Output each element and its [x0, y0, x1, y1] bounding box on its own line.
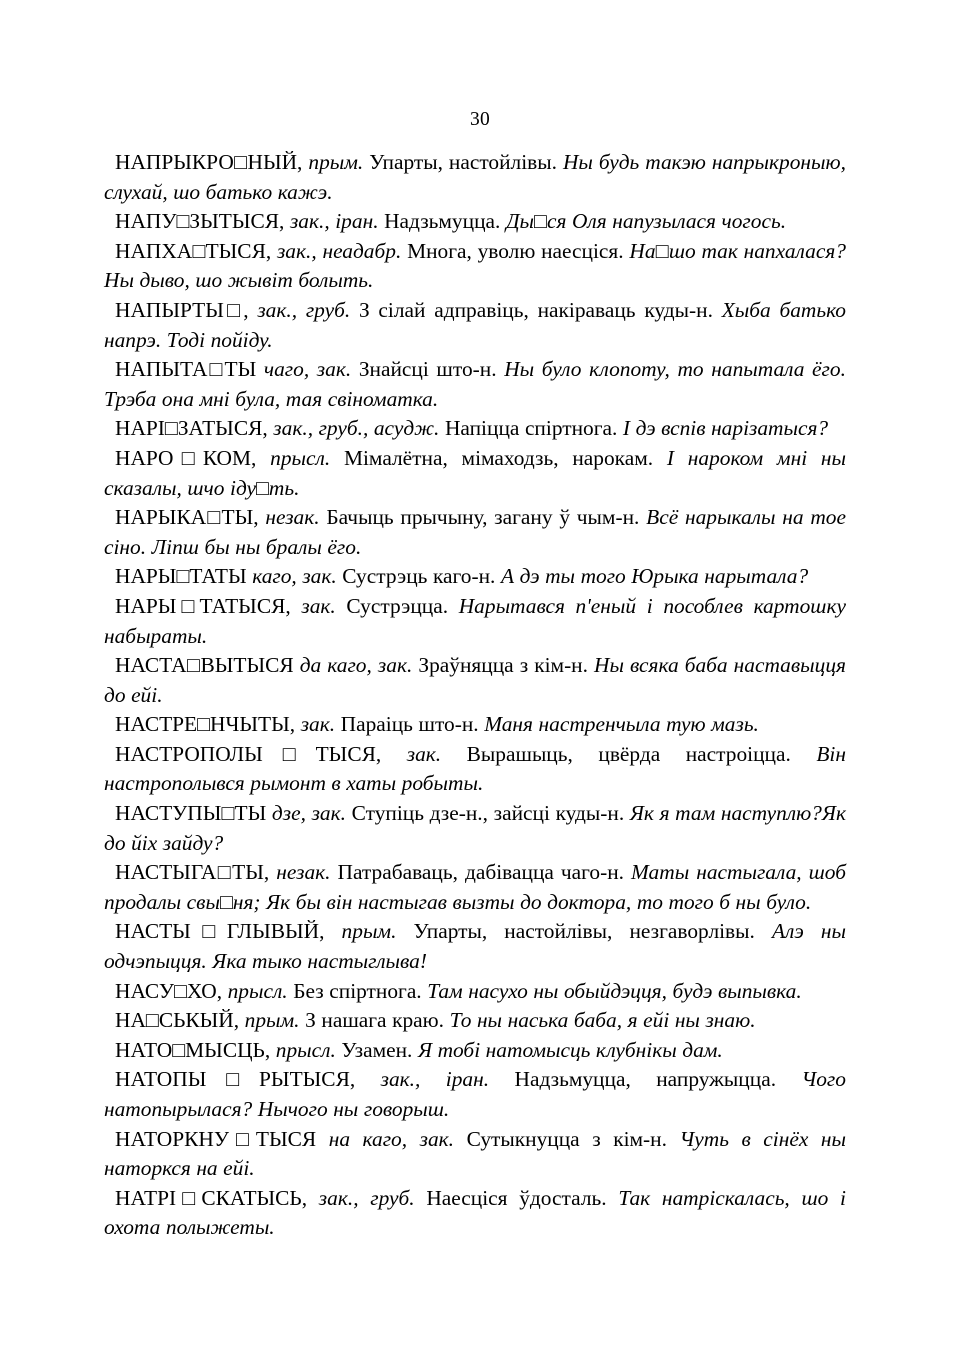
- entry-headword: НАПУ□ЗЫТЫСЯ,: [115, 209, 285, 234]
- entry-example: Ны всяка баба наставыцця до ейі.: [104, 653, 846, 707]
- entry-grammar-label: прысл.: [275, 1037, 336, 1062]
- entry-grammar-label: незак.: [276, 860, 331, 885]
- entry-headword: НАПХА□ТЫСЯ,: [115, 238, 272, 263]
- entry-headword: НАСТРЕ□НЧЫТЫ,: [115, 712, 296, 737]
- entry-grammar-label: зак., іран.: [380, 1067, 490, 1092]
- dictionary-entry: [104, 148, 846, 207]
- entry-example: Чого натопырылася? Нычого ны говорыш.: [104, 1067, 846, 1121]
- entry-definition: Надзьмуцца, напружыцца.: [514, 1067, 777, 1092]
- entry-definition: Надзьмуцца.: [384, 209, 501, 234]
- entry-definition: Напіцца спіртнога.: [444, 416, 618, 441]
- dictionary-entry: [104, 562, 846, 592]
- entry-grammar-label: зак.: [301, 593, 336, 618]
- entry-definition: Ступіць дзе-н., зайсці куды-н.: [351, 801, 625, 826]
- entry-example: І дэ вспів нарізатыся?: [622, 416, 829, 441]
- entry-headword: НАТОПЫ□РЫТЫСЯ,: [115, 1067, 356, 1092]
- entry-definition: Зраўняцца з кім-н.: [418, 653, 588, 678]
- dictionary-entry: [104, 1065, 846, 1124]
- dictionary-entry: [104, 1006, 846, 1036]
- entry-example: Я тобі натомысць клубнікы дам.: [417, 1037, 723, 1062]
- entry-example: Як я там наступлю?Як до йіх зайду?: [104, 801, 846, 855]
- entry-example: Так натріскалась, шо і охота полыжеты.: [104, 1185, 846, 1240]
- entry-example: І нароком мні ны сказалы, шчо іду□ть.: [104, 445, 846, 500]
- entry-definition: Знайсці што-н.: [358, 357, 497, 382]
- entry-grammar-label: зак.: [406, 741, 442, 766]
- dictionary-entry: [104, 296, 846, 355]
- entry-definition: Узамен.: [341, 1037, 413, 1062]
- entry-headword: НАПЫРТЫ□,: [115, 297, 249, 322]
- entry-headword: НАПРЫКРО□НЫЙ,: [115, 150, 303, 174]
- entry-definition: Упарты, настойлівы, незгаворлівы.: [413, 919, 755, 944]
- entry-example: Ны будь такэю напрыкроныю, слухай, шо батько кажэ.: [104, 150, 846, 204]
- dictionary-entry: [104, 1036, 846, 1066]
- entry-example: То ны наська баба, я ейі ны знаю.: [449, 1008, 756, 1033]
- entry-grammar-label: прым.: [341, 919, 397, 944]
- entry-headword: НА□СЬКЫЙ,: [115, 1008, 240, 1033]
- entry-headword: НАРЫ□ТАТЫСЯ,: [115, 593, 291, 618]
- entry-example: Там насухо ны обыйдэцця, будэ выпывка.: [427, 978, 802, 1003]
- entry-headword: НАСТА□ВЫТЫСЯ: [115, 653, 294, 678]
- entry-grammar-label: зак., груб., асудж.: [273, 416, 440, 441]
- dictionary-entry: [104, 444, 846, 503]
- dictionary-entry: [104, 1184, 846, 1243]
- entry-grammar-label: прым.: [244, 1008, 300, 1033]
- entry-example: Нарытався п'еный і пособлев картошку набыраты.: [104, 593, 846, 648]
- entry-example: Хыба батько напрэ. Тоді пойіду.: [104, 297, 846, 352]
- entry-definition: Патрабаваць, дабівацца чаго-н.: [337, 860, 625, 885]
- entry-definition: Упарты, настойлівы.: [369, 150, 557, 174]
- entry-definition: Бачыць прычыну, загану ў чым-н.: [326, 505, 640, 530]
- entry-example: Маня настренчыла тую мазь.: [484, 712, 759, 737]
- dictionary-entry: [104, 355, 846, 414]
- entry-grammar-label: зак.: [300, 712, 336, 737]
- entry-headword: НАРЫКА□ТЫ,: [115, 505, 259, 530]
- page-number: 30: [470, 109, 490, 130]
- entry-definition: Параіць што-н.: [340, 712, 479, 737]
- entry-grammar-label: дзе, зак.: [271, 801, 346, 826]
- entry-headword: НАРО□КОМ,: [115, 445, 257, 470]
- entry-headword: НАРІ□ЗАТЫСЯ,: [115, 416, 268, 441]
- dictionary-entry: [104, 977, 846, 1007]
- entry-example: Ды□ся Оля напузылася чогось.: [505, 209, 787, 234]
- dictionary-entry: [104, 740, 846, 799]
- entry-example: Ны було клопоту, то напытала ёго. Трэба она мні була, тая свіноматка.: [104, 357, 846, 411]
- dictionary-entry: [104, 710, 846, 740]
- entry-headword: НАСУ□ХО,: [115, 978, 223, 1003]
- entry-headword: НАТО□МЫСЦЬ,: [115, 1037, 271, 1062]
- entry-example: Алэ ны одчэпыцця. Яка тыко настыглыва!: [104, 919, 846, 974]
- entry-grammar-label: прым.: [308, 150, 364, 174]
- dictionary-entry: [104, 414, 846, 444]
- entry-definition: З нашага краю.: [305, 1008, 445, 1033]
- entry-headword: НАТРІ□СКАТЫСЬ,: [115, 1185, 308, 1210]
- dictionary-entry: [104, 799, 846, 858]
- entry-example: А дэ ты того Юрыка нарытала?: [500, 564, 809, 589]
- entry-headword: НАСТЫГА□ТЫ,: [115, 860, 270, 885]
- entry-grammar-label: прысл.: [227, 978, 288, 1003]
- entry-definition: Многа, уволю наесціся.: [407, 238, 624, 263]
- entry-grammar-label: зак., груб.: [318, 1185, 415, 1210]
- entry-example: Всё нарыкалы на тое сіно. Ліпш бы ны бралы ёго.: [104, 505, 846, 559]
- entry-grammar-label: чаго, зак.: [263, 357, 352, 382]
- entry-grammar-label: незак.: [265, 505, 320, 530]
- dictionary-entry: [104, 592, 846, 651]
- entry-example: Маты настыгала, шоб продалы свы□ня; Як бы він настыгав вызты до доктора, то того б ны було.: [104, 860, 846, 914]
- entry-grammar-label: зак., іран.: [289, 209, 379, 234]
- entry-grammar-label: каго, зак.: [252, 564, 337, 589]
- entry-definition: Вырашыць, цвёрда настроіцца.: [466, 741, 791, 766]
- entry-grammar-label: зак., неадабр.: [276, 238, 402, 263]
- entry-column: [104, 148, 846, 1243]
- entry-grammar-label: прысл.: [270, 445, 331, 470]
- entry-headword: НАСТРОПОЛЫ□ТЫСЯ,: [115, 741, 382, 766]
- dictionary-entry: [104, 207, 846, 237]
- entry-definition: Мімалётна, мімаходзь, нарокам.: [343, 445, 654, 470]
- entry-definition: З сілай адправіць, накіраваць куды-н.: [358, 297, 713, 322]
- entry-definition: Сутыкнуцца з кім-н.: [466, 1126, 667, 1151]
- entry-definition: Наесціся ўдосталь.: [426, 1185, 607, 1210]
- entry-example: На□шо так напхалася? Ны дыво, шо жывіт болыть.: [104, 238, 846, 293]
- entry-example: Чуть в сінёх ны наторкся на ейі.: [104, 1126, 846, 1181]
- dictionary-entry: [104, 1125, 846, 1184]
- dictionary-entry: [104, 503, 846, 562]
- dictionary-entry: [104, 917, 846, 976]
- entry-grammar-label: на каго, зак.: [328, 1126, 455, 1151]
- entry-grammar-label: зак., груб.: [257, 297, 351, 322]
- entry-grammar-label: да каго, зак.: [299, 653, 413, 678]
- entry-definition: Сустрэцца.: [346, 593, 449, 618]
- entry-headword: НАСТУПЫ□ТЫ: [115, 801, 267, 826]
- dictionary-entry: [104, 237, 846, 296]
- entry-definition: Без спіртнога.: [293, 978, 422, 1003]
- entry-headword: НАСТЫ□ГЛЫВЫЙ,: [115, 919, 325, 944]
- entry-headword: НАРЫ□ТАТЫ: [115, 564, 247, 589]
- entry-example: Він настрополывся рымонт в хаты робыты.: [104, 741, 846, 796]
- entry-headword: НАТОРКНУ□ТЫСЯ: [115, 1126, 317, 1151]
- dictionary-entry: [104, 651, 846, 710]
- dictionary-entry: [104, 858, 846, 917]
- entry-definition: Сустрэць каго-н.: [342, 564, 496, 589]
- entry-headword: НАПЫТА□ТЫ: [115, 357, 257, 382]
